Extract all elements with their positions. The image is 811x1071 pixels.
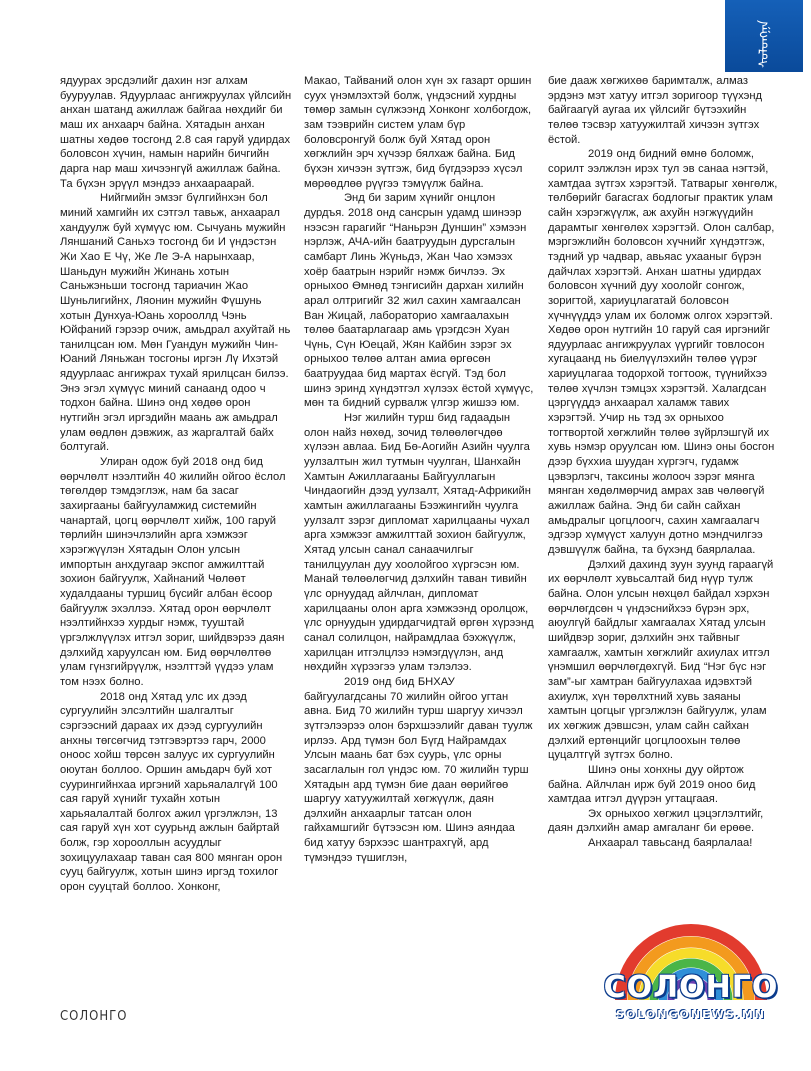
article-paragraph: Улиран одож буй 2018 онд бид өөрчлөлт нээлтийн 40 жилийн ойгоо ёслол төгөлдөр тэмдэглэж, нам ба засаг захиргааны байгууламжид системийн чанартай, цогц өөрчлөлт хийж, 100 гаруй төрлийн шинэчлэлийн арга хэмжээг хэрэгжүүлэн Хятадын Олон улсын импортын анхдугаар экспог амжилттай зохион байгуулж, Хайнаний Чөлөөт худалдааны туршиц бүсийг албан ёсоор байгуулж эхэллээ. Хятад орон өөрчлөлт нээлтийнхээ хурдыг нэмж, тууштай үргэлжлүүлэх итгэл зориг, шийдвэрээ даян дэлхийд харуулсан юм. Бид өөрчлөлтөө улам гүнзгийрүүлж, нээлттэй үүдээ улам том нээх болно. — [60, 456, 286, 688]
article-paragraph: Макао, Тайваний олон хүн эх газарт оршин суух үнэмлэхтэй болж, үндэсний хурдны төмөр замын сүлжээнд Хонконг холбогдож, зам тээврийн систем улам бүр боловсронгуй болж буй Хятад орон хөгжлийн эрч хүчээр бялхаж байна. Бид бүхэн хичээн зүтгэж, бид бүгдээрээ хүсэл мөрөөдлөө рүүгээ тэмүүлж байна. — [304, 75, 532, 190]
logo-title: СОЛОНГО — [603, 970, 779, 1005]
article-paragraph: Энд би зарим хүнийг онцлон дурдъя. 2018 онд сансрын удамд шинээр нээсэн гарагийг “Наньрэн Дуншин” хэмээн нэрлэж, АЧА-ийн баатруудын дурсгалын самбарт Линь Жүньдэ, Жан Чао хэмээх хоёр баатрын нэрийг нэмж бичлээ. Эх орныхоо Өмнөд тэнгисийн дархан хилийн арал олтригийг 32 жил сахин хамгаалсан Ван Жицай, лабораторио хамгаалахын төлөө баатарлагаар амь үрэгдсэн Хуан Чүнь, Сүн Юецай, Жян Кайбин зэрэг эх орныхоо төлөө алтан амиа өргөсөн баатруудаа бид мартах ёсгүй. Тэд бол шинэ эринд хүндэтгэл хүлээх ёстой хүмүүс, мөн та бидний сурвалж үлгэр жишээ юм. — [304, 192, 534, 410]
logo-website: SOLONGONEWS.MN — [616, 1008, 766, 1021]
article-paragraph: 2019 онд бидний өмнө боломж, сорилт ээлжлэн ирэх тул эв санаа нэгтэй, хамтдаа зүтгэх хэрэгтэй. Татварыг хөнгөлж, төлбөрийг багасгах бодлогыг практик улам сайн хэрэгжүүлж, аж ахуйн нэгжүүдийн дарамтыг хөнгөлөх хэрэгтэй. Олон салбар, мэргэжлийн боловсон хүчнийг хүндэтгэж, тэдний ур чадвар, авьяас ухааныг бүрэн дайчлах хэрэгтэй. Анхан шатны удирдах боловсон хүчний дуу хоолойг сонгож, зоригтой, хариуцлагатай боловсон хүчнүүддэ улам их боломж олгох хэрэгтэй. Хөдөө орон нутгийн 10 гаруй сая иргэнийг ядуурлаас ангижруулах үүргийг товлосон хугацаанд нь биелүүлэхийн төлөө үүрэг хариуцлагаа тодорхой тогтоож, түүнийхээ төлөө хүчлэн тэмцэх хэрэгтэй. Халагдсан цэргүүддэ анхаарал халамж тавих хэрэгтэй. Учир нь тэд эх орныхоо тогтвортой хөгжлийн төлөө зүйрлэшгүй их хувь нэмэр оруулсан юм. Шинэ оны босгон дээр бүххиа шуудан хүргэгч, гудамж цэвэрлэгч, таксины жолооч зэрэг мянга мянган хөдөлмөрчид амрах зав чөлөөгүй ажиллаж байна. Энд би сайн сайхан амьдралыг цогцлоогч, сахин хамгаалагч эдгээр хүмүүст халуун дотно мэндчилгээ дэвшүүлж байна, та бүхэнд баярлалаа. — [548, 148, 778, 556]
article-paragraph: бие даaж хөгжихөө баримталж, алмаз эрдэнэ мэт хатуу итгэл зоригоор түүхэнд байгаагүй аугаа их үйлсийг бүтээхийн төлөө тэсвэр хатуужилтай хичээн зүтгэх ёстой. — [548, 75, 763, 146]
article-paragraph: Дэлхий дахинд зуун зуунд гараагүй их өөрчлөлт хувьсалтай бид нүүр тулж байна. Олон улсын нөхцөл байдал хэрхэн өөрчлөгдсөн ч үндэснийхээ бүрэн эрх, аюулгүй байдлыг хамгаалах Хятад улсын шийдвэр зориг, дэлхийн энх тайвныг хамгаалж, хамтын хөгжлийг ахиулах итгэл үнэмшил өөрчлөгдөхгүй. Бид “Нэг бүс нэг зам”-ыг хамтран байгуулахаа идэвхтэй ахиулж, хүн төрөлхтний хувь заяаны хамтын цогцыг үргэлжлэн байгуулж, улам их хөгжиж дэвшсэн, улам сайн сайхан дэлхий ертөнцийг цогцлоохын төлөө цуцалтгүй зүтгэх болно. — [548, 558, 774, 762]
solongo-logo — [596, 912, 786, 1032]
article-body — [60, 74, 780, 1004]
magazine-header-tab — [725, 0, 803, 72]
article-column-1 — [60, 74, 292, 1004]
article-paragraph: Нэг жилийн турш бид гадаадын олон найз нөхөд, зочид төлөөлөгчдөө хүлээн авлаа. Бид Бө-Аогийн Азийн чуулга уулзалтын жил тутмын чуулган, Шанхайн Хамтын Ажиллагааны Байгууллагын Чиндаогийн дээд уулзалт, Хятад-Африкийн хамтын ажиллагааны Бээжингийн чуулга уулзалт зэрэг дипломат харилцааны чухал арга хэмжээг амжилттай зохион байгуулж, Хятад улсын санал санаачилгыг танилцуулан дуу хоолойгоо хүргэсэн юм. Манай төлөөлөгчид дэлхийн таван тивийн үлс орнуудад айлчлан, дипломат харилцааны олон арга хэмжээнд оролцож, үлс орнуудын удирдагчидтай өргөн хүрээнд санал солилцон, найрамдлаа бэхжүүлж, харилцан итгэлцлээ нэмэгдүүлэн, анд нөхдийн хүрээгээ улам тэлэлээ. — [304, 412, 534, 674]
article-column-2 — [304, 74, 536, 1004]
header-script-label: ᠰᠣᠯᠣᠩᠭ᠋ᠠ — [756, 20, 772, 68]
article-column-3 — [548, 74, 780, 1004]
article-paragraph: Шинэ оны хонхны дуу ойртож байна. Айлчлан ирж буй 2019 оноо бид хамтдаа итгэл дүүрэн угтацгаая. — [548, 763, 756, 806]
article-paragraph: 2018 онд Хятад улс их дээд сургуулийн элсэлтийн шалгалтыг сэргээсний дараах их дээд сургуулийн анхны төгсөгчид тэтгэвэртээ гарч, 2000 оноос хойш төрсөн залуус их сургуулийн оюутан боллоо. Оршин амьдарч буй хот суурингийнхаа иргэний харьяалалгүй 100 сая гаруй хүнийг тухайн хотын харьяалалтай болгох ажил үргэлжлэн, 13 сая гаруй хүн хот суурьнд ажлын байртай болж, гэр хорооллын асуудлыг зохицуулахаар таван сая 800 мянган орон сууц байгуулж, хотын шинэ иргэд тохилог орон сууцтай боллоо. Хонконг, — [60, 690, 283, 894]
article-paragraph: Нийгмийн эмзэг бүлгийнхэн бол миний хамгийн их сэтгэл тавьж, анхаарал хандуулж буй хүмүүс юм. Сычуань мужийн Ляншаний Саньхэ тосгонд би И үндэстэн Жи Хао Е Чү, Же Ле Э-А нарынхаар, Шаньдун мужийн Жинань хотын Саньжэньши тосгонд тариачин Жао Шуньлигийнх, Ляонин мужийн Фүшунь хотын Дунхуа-Юань хорооллд Чэнь Юйфаний гэрээр очиж, амьдрал ахуйтай нь танилцсан юм. Мөн Гуандун мужийн Чин-Юаний Ляньжан тосгоны иргэн Лү Ихэтэй ядуурлаас ангижрах тухай ярилцсан билээ. Энэ эгэл хүмүүс миний санаанд одоо ч тодхон байна. Шинэ онд хөдөө орон нутгийн эгэл иргэдийн маань аж амьдрал улам өөдлөн дэвжиж, аз жаргалтай байх болтугай. — [60, 192, 291, 454]
article-paragraph: 2019 онд бид БНХАУ байгуулагдсаны 70 жилийн ойгоо угтан авна. Бид 70 жилийн турш шаргуу хичээл зүтгэлээрээ олон бэрхшээлийг даван туулж ирлээ. Ард түмэн бол Бүгд Найрамдах Улсын маань бат бэх суурь, үлс орны засаглалын гол үндэс юм. 70 жилийн турш Хятадын ард түмэн бие даан өөрийгөө шаргуу хатуужилтай хөгжүүлж, даян дэлхийн анхаарлыг татсан олон гайхамшгийг бүтээсэн юм. Шинэ аяндаа бид хатуу бэрхээс шантрахгүй, ард түмэндээ түшиглэн, — [304, 675, 533, 864]
article-paragraph: Анхаарал тавьсанд баярлалаа! — [588, 837, 753, 850]
footer-magazine-name: СОЛОНГО — [60, 1009, 128, 1024]
article-paragraph: ядуурах эрсдэлийг дахин нэг алхам бууруулав. Ядуурлаас ангижруулах үйлсийн анхан шатанд ажиллаж байгаа нөхдийг би маш их анхаарч байна. Хятадын анхан шатны хөдөө тосгонд 2.8 сая гаруй удирдах боловсон хүчин, намын нарийн бичгийн дарга нар маш хичээнгүй ажиллаж байна. Та бүхэн эрүүл мэндээ анхаараарай. — [60, 75, 292, 190]
article-paragraph: Эх орныхоо хөгжил цэцэглэлтийг, даян дэлхийн амар амгаланг би ерөөе. — [548, 807, 764, 835]
